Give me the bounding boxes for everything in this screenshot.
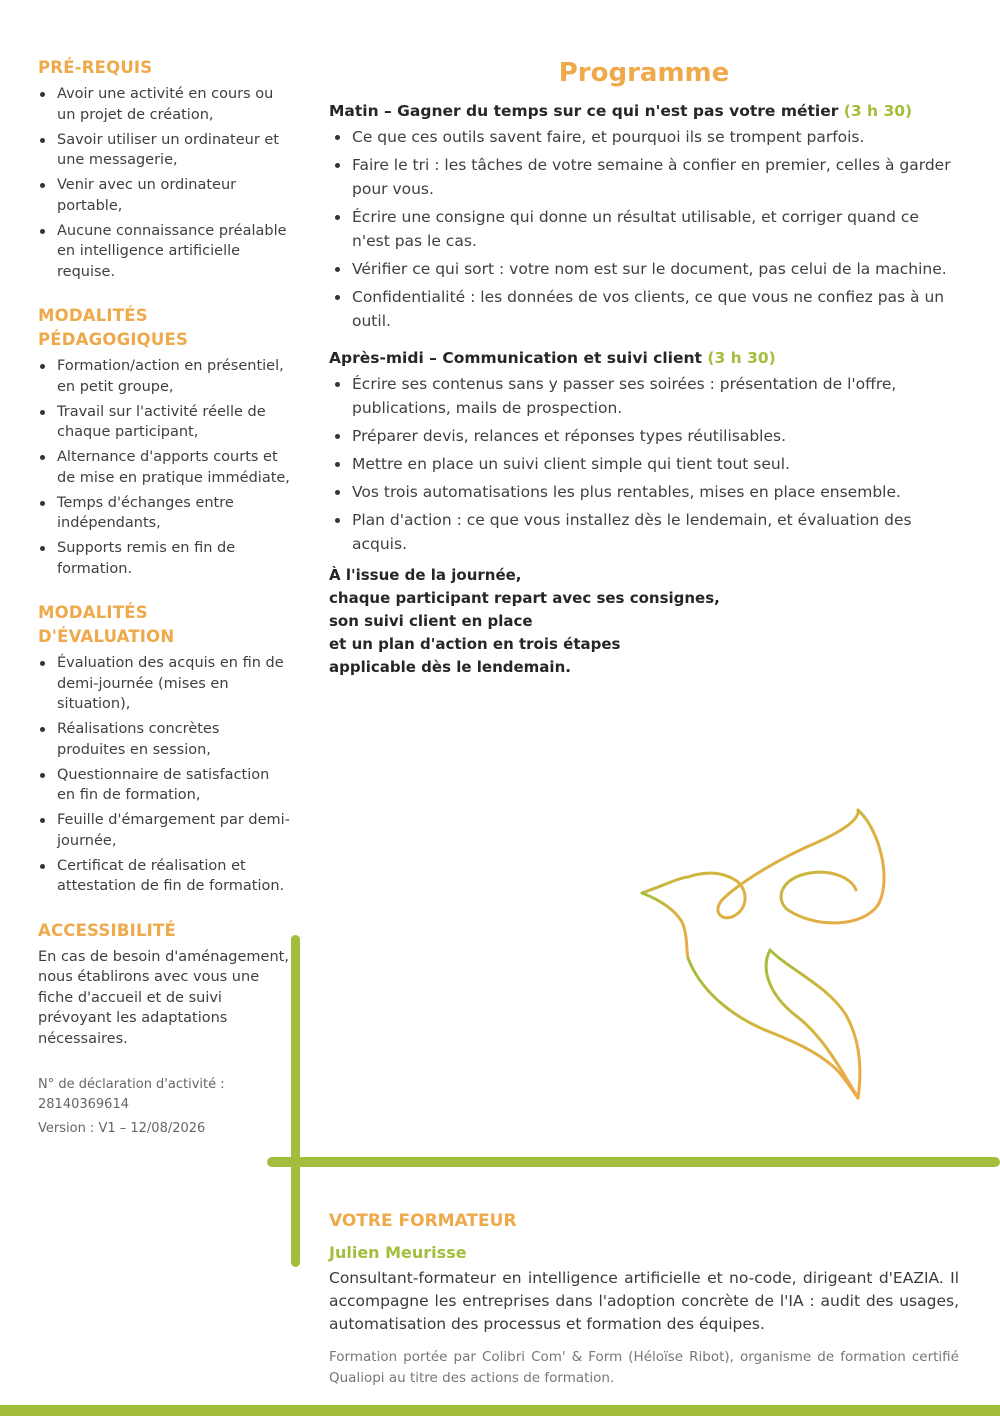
list-item: Feuille d'émargement par demi-journée,	[38, 810, 290, 851]
list-item: Temps d'échanges entre indépendants,	[38, 493, 290, 534]
evaluation-list	[38, 653, 290, 897]
list-item: Certificat de réalisation et attestation de fin de formation.	[38, 856, 290, 897]
list-item: Préparer devis, relances et réponses types réutilisables.	[329, 424, 959, 448]
morning-title-text: Matin – Gagner du temps sur ce qui n'est pas votre métier	[329, 102, 839, 120]
list-item: Faire le tri : les tâches de votre semaine à confier en premier, celles à garder pour vous.	[329, 153, 959, 201]
list-item: Plan d'action : ce que vous installez dès le lendemain, et évaluation des acquis.	[329, 508, 959, 556]
list-item: Alternance d'apports courts et de mise en pratique immédiate,	[38, 447, 290, 488]
trainer-bio: Consultant-formateur en intelligence artificielle et no-code, dirigeant d'EAZIA. Il accompagne les entreprises dans l'adoption concrète de l'IA : audit des usages, automatisation des processus et formation des équipes.	[329, 1269, 959, 1333]
document-version: Version : V1 – 12/08/2026	[38, 1121, 206, 1136]
afternoon-list	[329, 372, 959, 556]
list-item: Aucune connaissance préalable en intelligence artificielle requise.	[38, 221, 290, 283]
list-item: Ce que ces outils savent faire, et pourquoi ils se trompent parfois.	[329, 125, 959, 149]
trainer-heading: VOTRE FORMATEUR	[329, 1211, 517, 1231]
prerequis-title: PRÉ-REQUIS	[38, 58, 153, 77]
outcome-line: et un plan d'action en trois étapes	[329, 635, 621, 653]
list-item: Évaluation des acquis en fin de demi-journée (mises en situation),	[38, 653, 290, 715]
list-item: Travail sur l'activité réelle de chaque participant,	[38, 402, 290, 443]
hummingbird-line-art-icon	[630, 800, 900, 1105]
pedagogie-title	[38, 304, 290, 352]
afternoon-session-title	[329, 347, 959, 369]
accessibilite-section	[38, 919, 290, 1140]
list-item: Venir avec un ordinateur portable,	[38, 175, 290, 216]
programme-title: Programme	[558, 58, 730, 88]
list-item: Questionnaire de satisfaction en fin de formation,	[38, 765, 290, 806]
outcome-line: son suivi client en place	[329, 612, 533, 630]
outcome-line: À l'issue de la journée,	[329, 566, 522, 584]
list-item: Écrire une consigne qui donne un résultat utilisable, et corriger quand ce n'est pas le cas.	[329, 205, 959, 253]
trainer-section	[329, 1208, 959, 1389]
programme-column	[329, 56, 959, 679]
list-item: Confidentialité : les données de vos clients, ce que vous ne confiez pas à un outil.	[329, 285, 959, 333]
list-item: Savoir utiliser un ordinateur et une messagerie,	[38, 130, 290, 171]
afternoon-duration: (3 h 30)	[707, 349, 776, 367]
list-item: Réalisations concrètes produites en session,	[38, 719, 290, 760]
list-item: Avoir une activité en cours ou un projet de création,	[38, 84, 290, 125]
organisation-note: Formation portée par Colibri Com' & Form (Héloïse Ribot), organisme de formation certifié Qualiopi au titre des actions de formation.	[329, 1349, 959, 1386]
outcome-statement	[329, 564, 959, 679]
list-item: Écrire ses contenus sans y passer ses soirées : présentation de l'offre, publications, mails de prospection.	[329, 372, 959, 420]
outcome-line: chaque participant repart avec ses consignes,	[329, 589, 720, 607]
morning-list	[329, 125, 959, 333]
morning-session-title	[329, 100, 959, 122]
pedagogie-list	[38, 356, 290, 579]
morning-duration: (3 h 30)	[843, 102, 913, 120]
list-item: Vérifier ce qui sort : votre nom est sur le document, pas celui de la machine.	[329, 257, 959, 281]
pedagogie-title-line2: PÉDAGOGIQUES	[38, 330, 189, 349]
pedagogie-title-line1: MODALITÉS	[38, 306, 148, 325]
prerequis-section	[38, 56, 290, 282]
declaration-number: N° de déclaration d'activité : 28140369614	[38, 1077, 225, 1112]
evaluation-title: MODALITÉS D'ÉVALUATION	[38, 603, 175, 646]
outcome-line: applicable dès le lendemain.	[329, 658, 571, 676]
list-item: Supports remis en fin de formation.	[38, 538, 290, 579]
trainer-name: Julien Meurisse	[329, 1243, 467, 1262]
pedagogie-section	[38, 304, 290, 579]
list-item: Vos trois automatisations les plus rentables, mises en place ensemble.	[329, 480, 959, 504]
list-item: Formation/action en présentiel, en petit groupe,	[38, 356, 290, 397]
vertical-divider	[291, 935, 300, 1267]
afternoon-title-text: Après-midi – Communication et suivi client	[329, 349, 702, 367]
left-column	[38, 56, 290, 1161]
accessibilite-text: En cas de besoin d'aménagement, nous établirons avec vous une fiche d'accueil et de suivi prévoyant les adaptations nécessaires.	[38, 948, 289, 1047]
horizontal-divider	[267, 1157, 1000, 1167]
footer-bar	[0, 1405, 1000, 1416]
accessibilite-title: ACCESSIBILITÉ	[38, 920, 176, 940]
list-item: Mettre en place un suivi client simple qui tient tout seul.	[329, 452, 959, 476]
prerequis-list	[38, 84, 290, 282]
evaluation-section	[38, 601, 290, 897]
